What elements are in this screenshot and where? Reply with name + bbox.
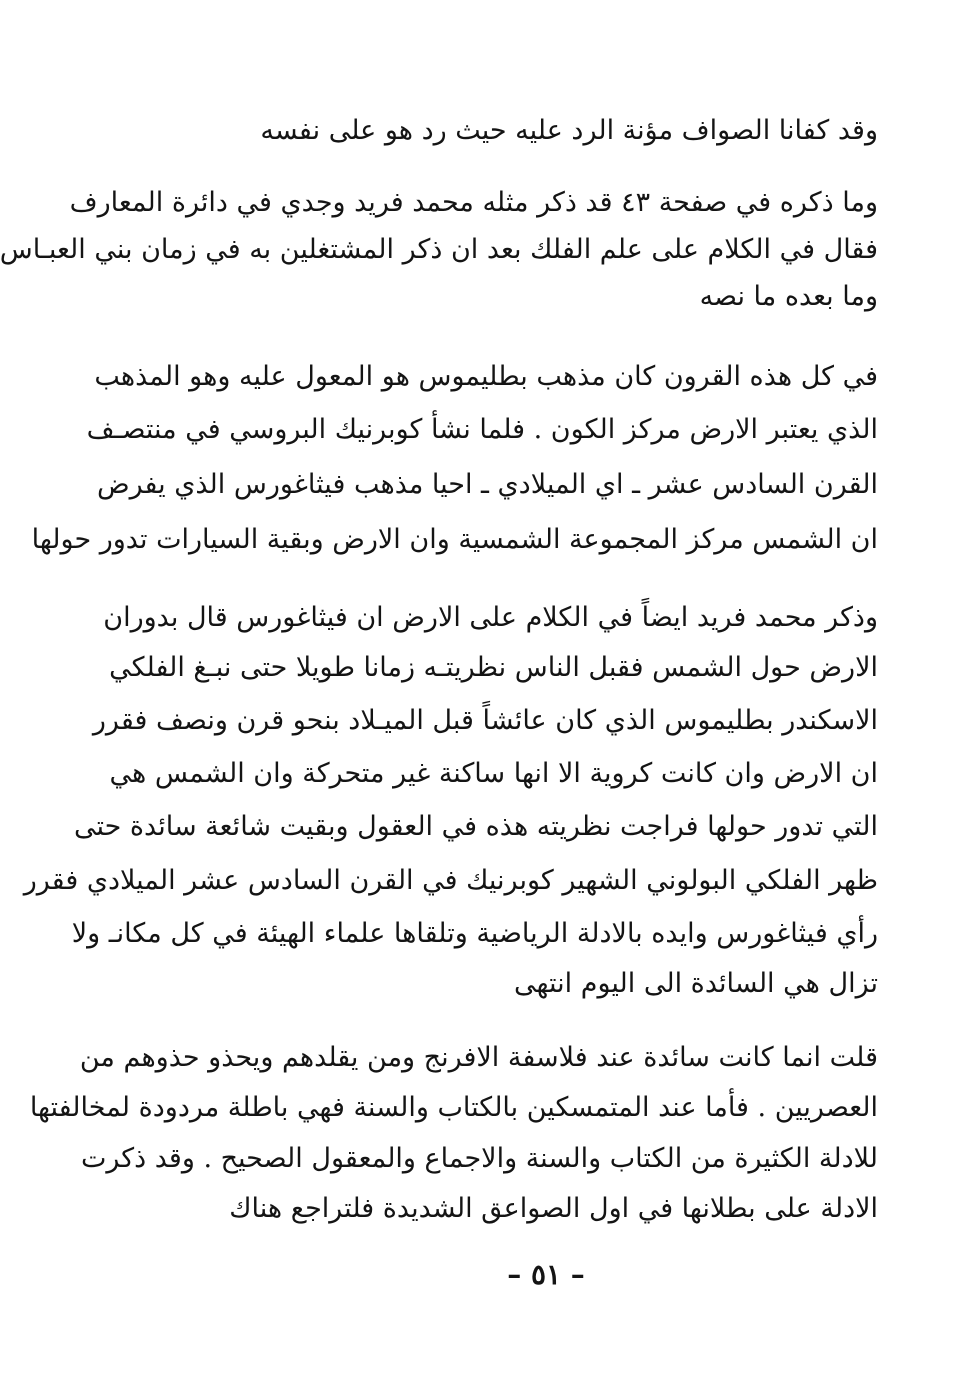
text-line: وما بعده ما نصه: [699, 281, 878, 312]
text-line: فقال في الكلام على علم الفلك بعد ان ذكر المشتغلين به في زمان بني العبـاس: [0, 234, 878, 265]
text-line: العصريين . فأما عند المتمسكين بالكتاب والسنة فهي باطلة مردودة لمخالفتها: [29, 1092, 878, 1123]
text-line: ان الارض وان كانت كروية الا انها ساكنة غير متحركة وان الشمس هي: [109, 758, 878, 789]
text-line: الاسكندر بطليموس الذي كان عائشاً قبل الميـلاد بنحو قرن ونصف فقرر: [92, 705, 878, 736]
text-line: رأي فيثاغورس وايده بالادلة الرياضية وتلقاها علماء الهيئة في كل مكانـ ولا: [71, 918, 878, 949]
text-line: الادلة على بطلانها في اول الصواعق الشديدة فلتراجع هناك: [229, 1193, 878, 1224]
text-line: قلت انما كانت سائدة عند فلاسفة الافرنج ومن يقلدهم ويحذو حذوهم من: [79, 1042, 878, 1073]
page-number: – ٥١ –: [507, 1258, 585, 1291]
text-line: وقد كفانا الصواف مؤنة الرد عليه حيث رد هو على نفسه: [260, 115, 878, 146]
text-line: الذي يعتبر الارض مركز الكون . فلما نشأ كوبرنيك البروسي في منتصـف: [86, 414, 878, 445]
text-line: ظهر الفلكي البولوني الشهير كوبرنيك في القرن السادس عشر الميلادي فقرر: [23, 865, 878, 896]
text-line: وما ذكره في صفحة ٤٣ قد ذكر مثله محمد فريد وجدي في دائرة المعارف: [69, 187, 878, 218]
text-line: الارض حول الشمس فقبل الناس نظريتـه زمانا طويلا حتى نبـغ الفلكي: [109, 652, 878, 683]
text-line: التي تدور حولها فراجت نظريته هذه في العقول وبقيت شائعة سائدة حتى: [73, 811, 878, 842]
text-line: ان الشمس مركز المجموعة الشمسية وان الارض وبقية السيارات تدور حولها: [31, 524, 878, 555]
text-line: القرن السادس عشر ـ اي الميلادي ـ احيا مذهب فيثاغورس الذي يفرض: [96, 469, 878, 500]
text-line: تزال هي السائدة الى اليوم انتهى: [514, 968, 878, 999]
text-line: للادلة الكثيرة من الكتاب والسنة والاجماع والمعقول الصحيح . وقد ذكرت: [80, 1143, 878, 1174]
text-line: وذكر محمد فريد ايضاً في الكلام على الارض ان فيثاغورس قال بدوران: [103, 602, 878, 633]
text-line: في كل هذه القرون كان مذهب بطليموس هو المعول عليه وهو المذهب: [94, 361, 878, 392]
